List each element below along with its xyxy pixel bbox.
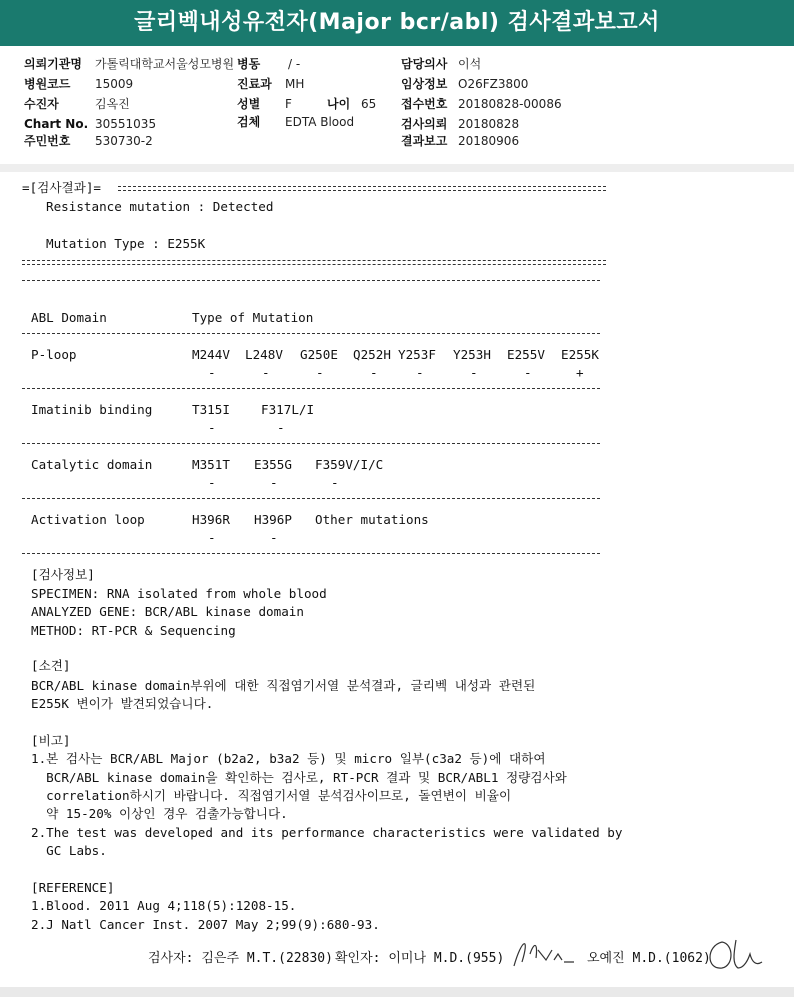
patient-label: 수진자 — [24, 97, 59, 111]
institution-label: 의뢰기관명 — [24, 57, 82, 71]
bottom-bar — [0, 987, 794, 997]
remarks-line: BCR/ABL kinase domain을 확인하는 검사로, RT-PCR 결과 및 BCR/ABL1 정량검사와 — [31, 770, 567, 785]
mutation-result: - — [370, 365, 378, 380]
opinion-line: E255K 변이가 발견되었습니다. — [31, 696, 214, 711]
mutation-result: - — [416, 365, 424, 380]
dashed-rule — [22, 333, 600, 334]
mutation-label: E255K — [561, 347, 599, 362]
mutation-label: Y253F — [398, 347, 436, 362]
mutation-label: Other mutations — [315, 512, 429, 527]
mutation-label: E355G — [254, 457, 292, 472]
ward-value: / - — [288, 57, 301, 71]
remarks-line: 약 15-20% 이상인 경우 검출가능합니다. — [31, 806, 288, 821]
second-confirmer-text: 오예진 M.D.(1062) — [587, 951, 711, 966]
mutation-label: L248V — [245, 347, 283, 362]
remarks-line: 1.본 검사는 BCR/ABL Major (b2a2, b3a2 등) 및 micro 일부(c3a2 등)에 대하여 — [31, 751, 546, 766]
specimen-label: 검체 — [237, 115, 261, 129]
mutation-label: Q252H — [353, 347, 391, 362]
clinical-info-value: O26FZ3800 — [458, 77, 529, 91]
handwritten-signature-1 — [508, 932, 578, 972]
handwritten-signature-2 — [704, 932, 766, 974]
domain-name: Catalytic domain — [31, 457, 153, 472]
department-label: 진료과 — [237, 77, 272, 91]
id-label: 주민번호 — [24, 134, 71, 148]
report-date-value: 20180906 — [458, 134, 520, 148]
result-section-title: =[검사결과]= — [22, 180, 101, 195]
remarks-line: 2.The test was developed and its performance characteristics were validated by — [31, 825, 623, 840]
mutation-label: M244V — [192, 347, 230, 362]
mutation-result: - — [316, 365, 324, 380]
mutation-result: - — [331, 475, 339, 490]
section-gap — [0, 164, 794, 172]
clinical-info-label: 임상정보 — [401, 77, 448, 91]
domain-name: P-loop — [31, 347, 77, 362]
accession-label: 접수번호 — [401, 97, 448, 111]
dashed-rule — [22, 388, 600, 389]
remarks-line: correlation하시기 바랍니다. 직접염기서열 분석검사이므로, 돌연변이 비율이 — [31, 788, 512, 803]
age-label: 나이 — [327, 97, 351, 111]
opinion-title: [소견] — [31, 658, 71, 673]
specimen-value: EDTA Blood — [285, 115, 355, 129]
hospital-code-value: 15009 — [95, 77, 134, 91]
mutation-label: F359V/I/C — [315, 457, 384, 472]
reference-item: 2.J Natl Cancer Inst. 2007 May 2;99(9):680-93. — [31, 917, 380, 932]
doctor-label: 담당의사 — [401, 57, 448, 71]
info-method: METHOD: RT-PCR & Sequencing — [31, 623, 236, 638]
dashed-rule — [22, 498, 600, 499]
examiner-signature-text: 검사자: 김은주 M.T.(22830) — [148, 951, 333, 966]
ward-label: 병동 — [237, 57, 261, 71]
info-title: [검사정보] — [31, 567, 95, 582]
resistance-line: Resistance mutation : Detected — [46, 199, 274, 214]
id-value: 530730-2 — [95, 134, 153, 148]
mutation-result: - — [208, 365, 216, 380]
mutation-result: - — [208, 530, 216, 545]
request-date-value: 20180828 — [458, 117, 520, 131]
mutation-label: T315I — [192, 402, 230, 417]
dashed-rule — [22, 443, 600, 444]
institution-value: 가톨릭대학교서울성모병원 — [95, 57, 235, 71]
patient-header — [0, 46, 794, 166]
report-date-label: 결과보고 — [401, 134, 448, 148]
remarks-line: GC Labs. — [31, 843, 107, 858]
chart-value: 30551035 — [95, 117, 157, 131]
mutation-result: - — [208, 475, 216, 490]
double-rule — [22, 260, 606, 265]
request-date-label: 검사의뢰 — [401, 117, 448, 131]
mutation-label: H396P — [254, 512, 292, 527]
mutation-label: Y253H — [453, 347, 491, 362]
patient-value: 김옥진 — [95, 97, 130, 111]
doctor-value: 이석 — [458, 57, 482, 71]
hospital-code-label: 병원코드 — [24, 77, 71, 91]
mutation-result: - — [262, 365, 270, 380]
mutation-result: - — [524, 365, 532, 380]
report-title: 글리벡내성유전자(Major bcr/abl) 검사결과보고서 — [0, 0, 794, 46]
domain-name: Activation loop — [31, 512, 145, 527]
mutation-result: - — [277, 420, 285, 435]
domain-name: Imatinib binding — [31, 402, 153, 417]
confirmer-signature-text: 확인자: 이미나 M.D.(955) — [335, 951, 505, 966]
dashed-rule — [22, 553, 600, 554]
mutation-label: G250E — [300, 347, 338, 362]
age-value: 65 — [361, 97, 377, 111]
mutation-result: + — [576, 365, 584, 380]
mutation-label: M351T — [192, 457, 230, 472]
remarks-title: [비고] — [31, 733, 71, 748]
opinion-line: BCR/ABL kinase domain부위에 대한 직접염기서열 분석결과, 글리벡 내성과 관련된 — [31, 678, 536, 693]
info-specimen: SPECIMEN: RNA isolated from whole blood — [31, 586, 327, 601]
department-value: MH — [285, 77, 305, 91]
mutation-result: - — [470, 365, 478, 380]
reference-title: [REFERENCE] — [31, 880, 115, 895]
double-rule — [118, 186, 606, 191]
mutation-type-line: Mutation Type : E255K — [46, 236, 206, 251]
col-domain-header: ABL Domain — [31, 310, 107, 325]
accession-value: 20180828-00086 — [458, 97, 562, 111]
sex-value: F — [285, 97, 292, 111]
mutation-result: - — [270, 530, 278, 545]
mutation-result: - — [270, 475, 278, 490]
mutation-result: - — [208, 420, 216, 435]
info-gene: ANALYZED GENE: BCR/ABL kinase domain — [31, 604, 304, 619]
col-type-header: Type of Mutation — [192, 310, 314, 325]
chart-label: Chart No. — [24, 117, 89, 131]
mutation-label: E255V — [507, 347, 545, 362]
reference-item: 1.Blood. 2011 Aug 4;118(5):1208-15. — [31, 898, 297, 913]
mutation-label: F317L/I — [261, 402, 315, 417]
mutation-label: H396R — [192, 512, 230, 527]
sex-label: 성별 — [237, 97, 261, 111]
dashed-rule — [22, 280, 600, 281]
